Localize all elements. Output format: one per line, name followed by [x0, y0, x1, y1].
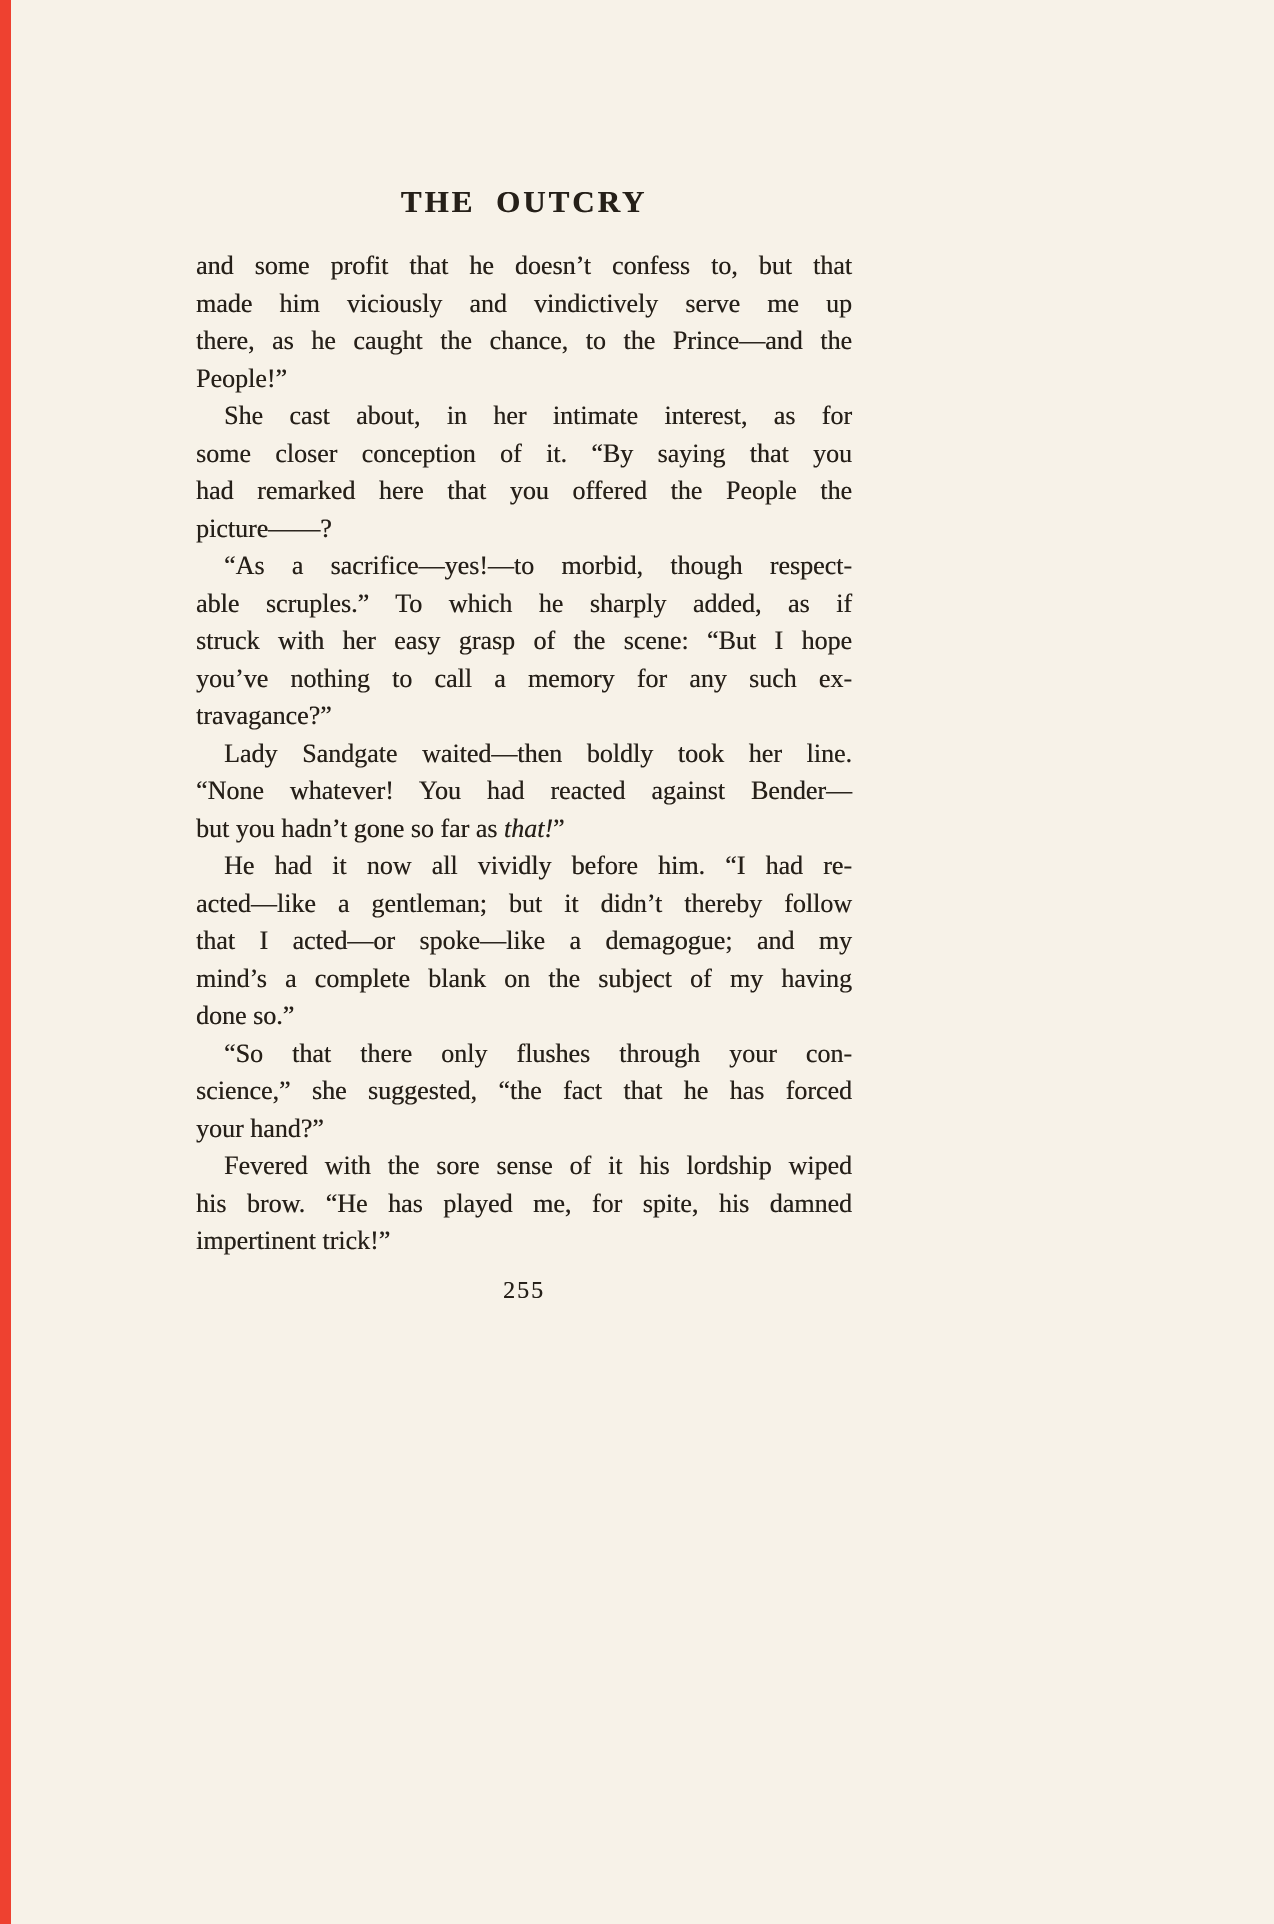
text-line: “None whatever! You had reacted against Bender—: [196, 776, 852, 805]
text-line: his brow. “He has played me, for spite, his damned: [196, 1188, 852, 1218]
text-line: struck with her easy grasp of the scene: “But I hope: [196, 626, 852, 655]
text-line: People!”: [196, 363, 287, 393]
page-title: THE OUTCRY: [400, 184, 648, 219]
text-line: your hand?”: [196, 1113, 324, 1143]
text-line: mind’s a complete blank on the subject of my having: [196, 963, 852, 993]
text-line: there, as he caught the chance, to the Prince—and the: [196, 326, 852, 355]
text-line: science,” she suggested, “the fact that he has forced: [196, 1076, 852, 1105]
text-line: you’ve nothing to call a memory for any such ex-: [196, 663, 852, 693]
text-block: [196, 186, 852, 1260]
text-line: done so.”: [196, 1001, 295, 1030]
text-body: [196, 247, 852, 1260]
text-line: Lady Sandgate waited—then boldly took her line.: [224, 738, 852, 768]
text-line: picture——?: [196, 513, 332, 543]
text-line: “As a sacrifice—yes!—to morbid, though respect-: [224, 551, 852, 580]
text-line: travagance?”: [196, 701, 332, 730]
text-line: some closer conception of it. “By saying that you: [196, 438, 852, 468]
text-line: and some profit that he doesn’t confess to, but that: [196, 251, 852, 280]
text-line: had remarked here that you offered the People the: [196, 476, 852, 505]
text-line: He had it now all vividly before him. “I had re-: [224, 851, 852, 880]
page-number: 255: [503, 1278, 545, 1304]
text-line: Fevered with the sore sense of it his lordship wiped: [224, 1151, 852, 1180]
text-line: made him viciously and vindictively serve me up: [196, 288, 852, 318]
text-line: able scruples.” To which he sharply added, as if: [196, 588, 852, 618]
text-line: She cast about, in her intimate interest, as for: [224, 401, 852, 430]
text-line: “So that there only flushes through your con-: [224, 1038, 852, 1068]
text-line: but you hadn’t gone so far as that!”: [196, 813, 565, 843]
text-line: impertinent trick!”: [196, 1226, 391, 1255]
book-edge-strip: [0, 0, 11, 1924]
text-line: that I acted—or spoke—like a demagogue; and my: [196, 926, 852, 955]
text-line: acted—like a gentleman; but it didn’t thereby follow: [196, 888, 852, 918]
